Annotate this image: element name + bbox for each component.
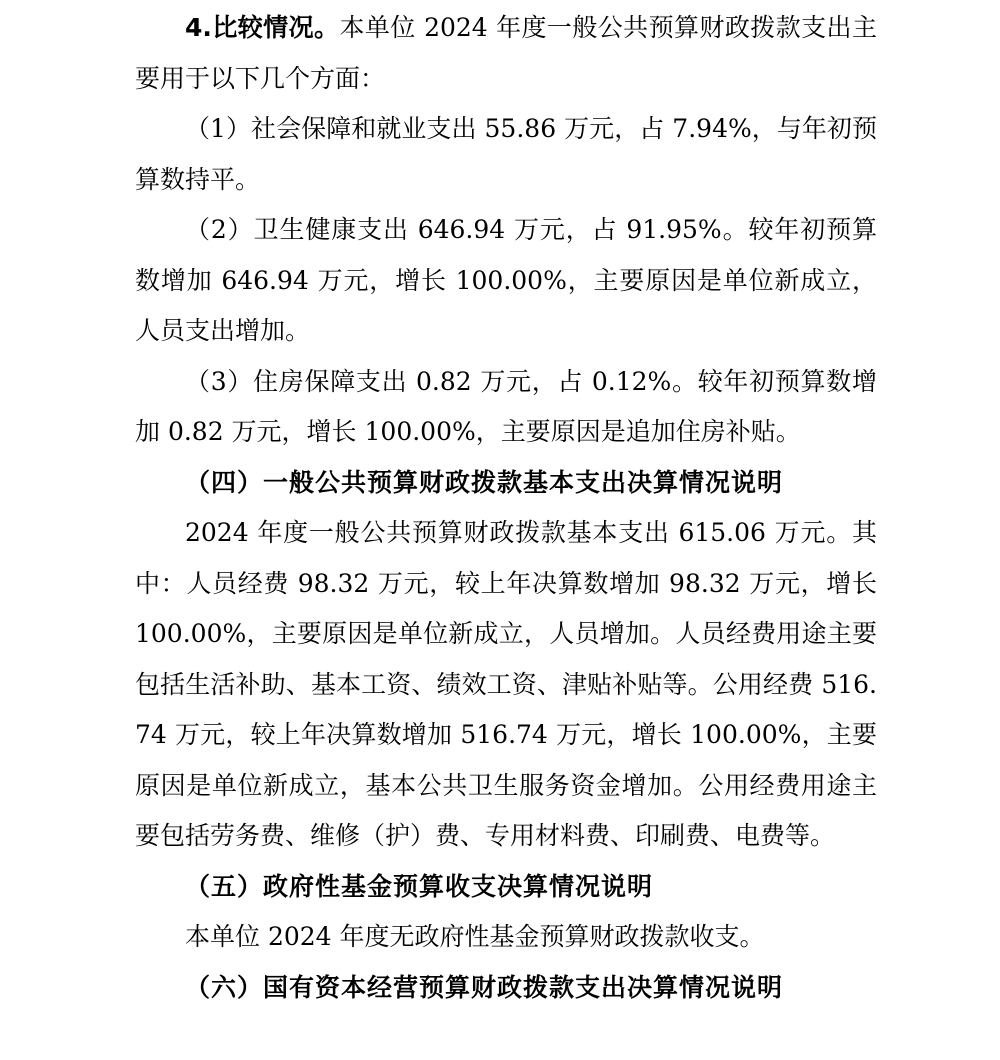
- paragraph-health: （2）卫生健康支出 646.94 万元，占 91.95%。较年初预算数增加 646.94 万元，增长 100.00%，主要原因是单位新成立，人员支出增加。: [135, 215, 877, 345]
- paragraph-social-security: （1）社会保障和就业支出 55.86 万元，占 7.94%，与年初预算数持平。: [135, 114, 877, 194]
- section-heading-5: （五）政府性基金预算收支决算情况说明: [185, 871, 654, 901]
- paragraph-basic-expenditure: 2024 年度一般公共预算财政拨款基本支出 615.06 万元。其中：人员经费 98.32 万元，较上年决算数增加 98.32 万元，增长 100.00%，主要原因是单位新成立，人员增加。人员经费用途主要包括生活补助、基本工资、绩效工资、津贴补贴等。公用经费 516.74 万元，较上年决算数增加 516.74 万元，增长 100.00%，主要原因是单位新成立，基本公共卫生服务资金增加。公用经费用途主要包括劳务费、维修（护）费、专用材料费、印刷费、电费等。: [135, 518, 877, 850]
- paragraph-comparison: [135, 3, 877, 104]
- document-page: [135, 3, 877, 1013]
- comparison-text: 本单位 2024 年度一般公共预算财政拨款支出主要用于以下几个方面：: [135, 13, 877, 93]
- section-heading-4: （四）一般公共预算财政拨款基本支出决算情况说明: [185, 467, 784, 497]
- paragraph-housing: （3）住房保障支出 0.82 万元，占 0.12%。较年初预算数增加 0.82 万元，增长 100.00%，主要原因是追加住房补贴。: [135, 366, 877, 446]
- comparison-lead: 4.比较情况。: [185, 13, 340, 42]
- section-heading-6: （六）国有资本经营预算财政拨款支出决算情况说明: [185, 972, 784, 1002]
- paragraph-government-fund: 本单位 2024 年度无政府性基金预算财政拨款收支。: [185, 922, 765, 951]
